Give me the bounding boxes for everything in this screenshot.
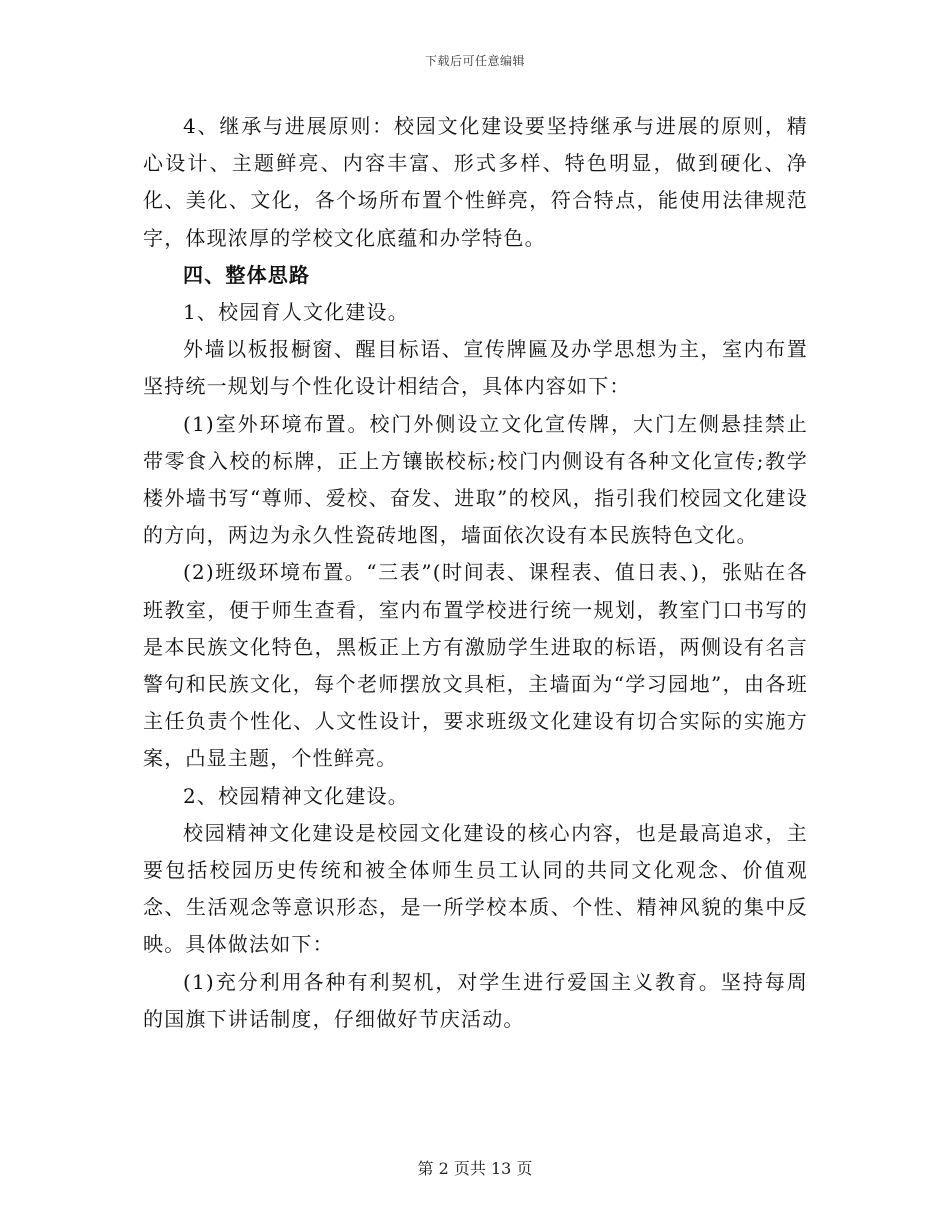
- subheading-campus-culture: 1、校园育人文化建设。: [183, 300, 409, 325]
- page-header: 下载后可任意编辑: [424, 54, 525, 68]
- paragraph-outdoor-layout: (1)室外环境布置。校门外侧设立文化宣传牌，大门左侧悬挂禁止带零食入校的标牌，正上方镶嵌校标;校门内侧设有各种文化宣传;教学楼外墙书写“尊师、爱校、奋发、进取”的校风，指引我们校园文化建设的方向，两边为永久性瓷砖地图，墙面依次设有本民族特色文化。: [143, 411, 808, 548]
- paragraph-class-layout: (2)班级环境布置。“三表”(时间表、课程表、值日表、)，张贴在各班教室，便于师生查看，室内布置学校进行统一规划，教室门口书写的是本民族文化特色，黑板正上方有激励学生进取的标语，两侧设有名言警句和民族文化，每个老师摆放文具柜，主墙面为“学习园地”，由各班主任负责个性化、人文性设计，要求班级文化建设有切合实际的实施方案，凸显主题，个性鲜亮。: [143, 560, 808, 771]
- document-body: [143, 108, 808, 1038]
- paragraph-walls: 外墙以板报橱窗、醒目标语、宣传牌匾及办学思想为主，室内布置坚持统一规划与个性化设计相结合，具体内容如下：: [143, 337, 808, 399]
- paragraph-spirit-culture: 校园精神文化建设是校园文化建设的核心内容，也是最高追求，主要包括校园历史传统和被全体师生员工认同的共同文化观念、价值观念、生活观念等意识形态，是一所学校本质、个性、精神风貌的集中反映。具体做法如下：: [143, 820, 808, 957]
- subheading-spirit-culture: 2、校园精神文化建设。: [183, 783, 409, 808]
- paragraph-patriotic-education: (1)充分利用各种有利契机，对学生进行爱国主义教育。坚持每周的国旗下讲话制度，仔细做好节庆活动。: [143, 969, 808, 1031]
- section-heading-overall-approach: 四、整体思路: [183, 262, 311, 287]
- paragraph-principle-4: 4、继承与进展原则：校园文化建设要坚持继承与进展的原则，精心设计、主题鲜亮、内容丰富、形式多样、特色明显，做到硬化、净化、美化、文化，各个场所布置个性鲜亮，符合特点，能使用法律规范字，体现浓厚的学校文化底蕴和办学特色。: [143, 114, 808, 250]
- page-footer: 第 2 页共 13 页: [417, 1159, 533, 1178]
